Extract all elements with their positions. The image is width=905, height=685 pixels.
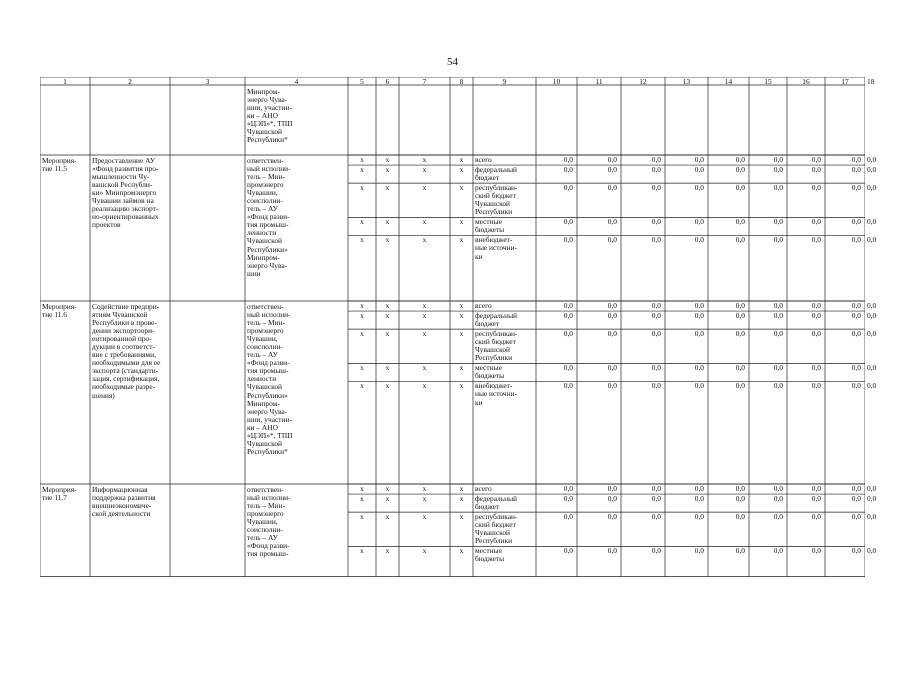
mark-cell: x	[459, 312, 464, 321]
header-cell: 10	[552, 77, 561, 85]
value-cell: 0,0	[563, 382, 573, 391]
value-cell: 0,0	[651, 330, 661, 339]
value-cell: 0,0	[607, 513, 617, 522]
value-cell: 0,0	[563, 302, 573, 310]
source-name: внебюджет- ные источни- ки	[475, 382, 518, 407]
header-cell: 17	[841, 77, 849, 85]
value-cell: 0,0	[867, 364, 877, 373]
value-cell: 0,0	[811, 513, 821, 522]
value-cell: 0,0	[651, 236, 661, 245]
source-name: федеральный бюджет	[475, 166, 517, 183]
value-cell: 0,0	[607, 547, 617, 556]
source-name: республикан- ский бюджет Чувашской Республики	[475, 330, 518, 363]
mark-cell: x	[422, 330, 427, 339]
value-cell: 0,0	[651, 156, 661, 164]
value-cell: 0,0	[735, 156, 745, 164]
value-cell: 0,0	[811, 495, 821, 504]
mark-cell: x	[385, 218, 390, 227]
mark-cell: x	[422, 302, 427, 310]
mark-cell: x	[360, 236, 364, 245]
value-cell: 0,0	[851, 166, 861, 175]
value-cell: 0,0	[651, 382, 661, 391]
mark-cell: x	[360, 156, 364, 164]
value-cell: 0,0	[563, 312, 573, 321]
header-cell: 4	[294, 77, 299, 85]
mark-cell: x	[360, 547, 364, 556]
value-cell: 0,0	[811, 166, 821, 175]
value-cell: 0,0	[607, 218, 617, 227]
mark-cell: x	[360, 364, 364, 373]
value-cell: 0,0	[867, 312, 877, 321]
value-cell: 0,0	[851, 485, 861, 493]
value-cell: 0,0	[867, 156, 877, 164]
value-cell: 0,0	[735, 330, 745, 339]
source-name: всего	[475, 156, 492, 164]
value-cell: 0,0	[773, 382, 783, 391]
mark-cell: x	[385, 547, 390, 556]
mark-cell: x	[459, 495, 464, 504]
mark-cell: x	[422, 166, 427, 175]
mark-cell: x	[422, 156, 427, 164]
value-cell: 0,0	[851, 513, 861, 522]
value-cell: 0,0	[811, 330, 821, 339]
mark-cell: x	[422, 485, 427, 493]
value-cell: 0,0	[735, 302, 745, 310]
value-cell: 0,0	[851, 382, 861, 391]
value-cell: 0,0	[773, 302, 783, 310]
value-cell: 0,0	[694, 364, 704, 373]
value-cell: 0,0	[651, 547, 661, 556]
value-cell: 0,0	[867, 547, 877, 556]
header-cell: 7	[422, 77, 427, 85]
mark-cell: x	[385, 513, 390, 522]
header-cell: 14	[724, 77, 733, 85]
value-cell: 0,0	[694, 184, 704, 193]
value-cell: 0,0	[563, 495, 573, 504]
header-cell: 11	[595, 77, 603, 85]
value-cell: 0,0	[735, 547, 745, 556]
source-name: всего	[475, 302, 492, 310]
mark-cell: x	[360, 495, 364, 504]
header-cell: 13	[682, 77, 691, 85]
mark-cell: x	[422, 184, 427, 193]
mark-cell: x	[422, 236, 427, 245]
value-cell: 0,0	[811, 184, 821, 193]
value-cell: 0,0	[694, 485, 704, 493]
mark-cell: x	[422, 382, 427, 391]
value-cell: 0,0	[563, 184, 573, 193]
value-cell: 0,0	[651, 364, 661, 373]
value-cell: 0,0	[867, 485, 877, 493]
value-cell: 0,0	[851, 236, 861, 245]
mark-cell: x	[422, 218, 427, 227]
budget-table	[40, 77, 877, 577]
mark-cell: x	[360, 218, 364, 227]
mark-cell: x	[360, 513, 364, 522]
value-cell: 0,0	[773, 495, 783, 504]
value-cell: 0,0	[867, 184, 877, 193]
value-cell: 0,0	[735, 312, 745, 321]
value-cell: 0,0	[811, 312, 821, 321]
value-cell: 0,0	[607, 184, 617, 193]
value-cell: 0,0	[607, 330, 617, 339]
value-cell: 0,0	[773, 312, 783, 321]
value-cell: 0,0	[694, 547, 704, 556]
mark-cell: x	[360, 312, 364, 321]
value-cell: 0,0	[773, 156, 783, 164]
header-cell: 6	[385, 77, 390, 85]
event-executor: ответствен- ный исполни- тель – Мин- промэнерго Чувашии, соисполни- тель – АУ «Фонд разви- тия промыш-	[247, 486, 291, 559]
value-cell: 0,0	[735, 218, 745, 227]
value-cell: 0,0	[563, 218, 573, 227]
value-cell: 0,0	[694, 330, 704, 339]
value-cell: 0,0	[694, 495, 704, 504]
value-cell: 0,0	[811, 218, 821, 227]
event-name: Предоставление АУ «Фонд развития про- мышленности Чу- вашской Республи- ки» Минпромэнерго Чувашии займов на реализацию экспорт- но-ориентированных проектов	[92, 157, 159, 230]
mark-cell: x	[385, 156, 390, 164]
value-cell: 0,0	[651, 184, 661, 193]
header-cell: 15	[764, 77, 772, 85]
mark-cell: x	[360, 166, 364, 175]
mark-cell: x	[385, 312, 390, 321]
value-cell: 0,0	[735, 495, 745, 504]
value-cell: 0,0	[651, 218, 661, 227]
mark-cell: x	[422, 312, 427, 321]
mark-cell: x	[385, 485, 390, 493]
value-cell: 0,0	[694, 312, 704, 321]
mark-cell: x	[459, 547, 464, 556]
value-cell: 0,0	[811, 382, 821, 391]
mark-cell: x	[385, 302, 390, 310]
value-cell: 0,0	[694, 156, 704, 164]
header-cell: 9	[502, 77, 507, 85]
value-cell: 0,0	[811, 156, 821, 164]
value-cell: 0,0	[851, 302, 861, 310]
mark-cell: x	[385, 382, 390, 391]
value-cell: 0,0	[773, 513, 783, 522]
mark-cell: x	[459, 364, 464, 373]
header-cell: 18	[867, 77, 875, 85]
mark-cell: x	[385, 184, 390, 193]
value-cell: 0,0	[851, 364, 861, 373]
value-cell: 0,0	[867, 513, 877, 522]
mark-cell: x	[459, 218, 464, 227]
value-cell: 0,0	[811, 236, 821, 245]
value-cell: 0,0	[694, 218, 704, 227]
value-cell: 0,0	[867, 166, 877, 175]
value-cell: 0,0	[651, 312, 661, 321]
mark-cell: x	[360, 330, 364, 339]
value-cell: 0,0	[607, 485, 617, 493]
mark-cell: x	[459, 184, 464, 193]
value-cell: 0,0	[811, 364, 821, 373]
value-cell: 0,0	[851, 547, 861, 556]
value-cell: 0,0	[867, 495, 877, 504]
mark-cell: x	[422, 364, 427, 373]
value-cell: 0,0	[694, 236, 704, 245]
mark-cell: x	[459, 382, 464, 391]
event-id: Мероприя- тие 11.5	[42, 157, 77, 174]
value-cell: 0,0	[735, 382, 745, 391]
value-cell: 0,0	[651, 513, 661, 522]
source-name: внебюджет- ные источни- ки	[475, 236, 518, 261]
value-cell: 0,0	[735, 485, 745, 493]
header-cell: 1	[63, 77, 67, 85]
value-cell: 0,0	[651, 495, 661, 504]
value-cell: 0,0	[563, 513, 573, 522]
value-cell: 0,0	[773, 547, 783, 556]
mark-cell: x	[459, 302, 464, 310]
value-cell: 0,0	[867, 330, 877, 339]
value-cell: 0,0	[563, 330, 573, 339]
value-cell: 0,0	[563, 364, 573, 373]
value-cell: 0,0	[607, 495, 617, 504]
value-cell: 0,0	[811, 302, 821, 310]
source-name: республикан- ский бюджет Чувашской Республики	[475, 184, 518, 217]
mark-cell: x	[459, 236, 464, 245]
value-cell: 0,0	[563, 547, 573, 556]
mark-cell: x	[360, 184, 364, 193]
header-cell: 3	[205, 77, 210, 85]
event-executor: ответствен- ный исполни- тель – Мин- промэнерго Чувашии, соисполни- тель – АУ «Фонд разви- тия промыш- ленности Чувашской Республики» Минпром- энерго Чува- шии	[247, 157, 291, 278]
value-cell: 0,0	[851, 312, 861, 321]
event-id: Мероприя- тие 11.7	[42, 486, 77, 503]
value-cell: 0,0	[563, 485, 573, 493]
value-cell: 0,0	[607, 364, 617, 373]
value-cell: 0,0	[607, 302, 617, 310]
mark-cell: x	[385, 495, 390, 504]
source-name: всего	[475, 485, 492, 493]
event-executor: ответствен- ный исполни- тель – Мин- промэнерго Чувашии, соисполни- тель – АУ «Фонд разви- тия промыш- ленности Чувашской Республики» Минпром- энерго Чува- шии, участни- ки – АНО «ЦЭП»*, ТПП Чувашской Республики*	[247, 303, 293, 456]
value-cell: 0,0	[694, 166, 704, 175]
mark-cell: x	[385, 236, 390, 245]
value-cell: 0,0	[773, 330, 783, 339]
mark-cell: x	[385, 166, 390, 175]
value-cell: 0,0	[735, 364, 745, 373]
source-name: федеральный бюджет	[475, 495, 517, 512]
value-cell: 0,0	[851, 330, 861, 339]
value-cell: 0,0	[811, 485, 821, 493]
value-cell: 0,0	[811, 547, 821, 556]
header-cell: 2	[128, 77, 132, 85]
value-cell: 0,0	[651, 166, 661, 175]
value-cell: 0,0	[607, 236, 617, 245]
mark-cell: x	[360, 382, 364, 391]
value-cell: 0,0	[773, 236, 783, 245]
mark-cell: x	[459, 513, 464, 522]
mark-cell: x	[459, 330, 464, 339]
value-cell: 0,0	[773, 364, 783, 373]
value-cell: 0,0	[867, 236, 877, 245]
value-cell: 0,0	[651, 302, 661, 310]
mark-cell: x	[385, 364, 390, 373]
value-cell: 0,0	[607, 382, 617, 391]
source-name: республикан- ский бюджет Чувашской Республики	[475, 513, 518, 546]
value-cell: 0,0	[735, 513, 745, 522]
header-cell: 5	[360, 77, 364, 85]
value-cell: 0,0	[694, 302, 704, 310]
value-cell: 0,0	[563, 166, 573, 175]
value-cell: 0,0	[867, 382, 877, 391]
mark-cell: x	[459, 485, 464, 493]
value-cell: 0,0	[735, 166, 745, 175]
value-cell: 0,0	[735, 236, 745, 245]
value-cell: 0,0	[867, 218, 877, 227]
value-cell: 0,0	[694, 513, 704, 522]
value-cell: 0,0	[607, 166, 617, 175]
value-cell: 0,0	[773, 184, 783, 193]
mark-cell: x	[459, 166, 464, 175]
mark-cell: x	[360, 302, 364, 310]
page-number: 54	[447, 56, 458, 68]
source-name: местные бюджеты	[475, 364, 505, 381]
value-cell: 0,0	[563, 236, 573, 245]
header-cell: 8	[459, 77, 464, 85]
event-name: Содействие предпри- ятиям Чувашской Республики в прове- дении экспортоори- ентированной про- дукции в соответст- вие с требованиями, необходимыми для ее экспорта (стандарти- зация, сертификация, необходимые разре- шения)	[92, 303, 161, 400]
continuation-executor: Минпром- энерго Чува- шии, участни- ки – АНО «ЦЭП»*, ТПП Чувашской Республики*	[247, 88, 293, 145]
event-name: Информационная поддержка развития внешнеэкономиче- ской деятельности	[92, 486, 156, 519]
mark-cell: x	[422, 513, 427, 522]
mark-cell: x	[422, 495, 427, 504]
value-cell: 0,0	[651, 485, 661, 493]
mark-cell: x	[360, 485, 364, 493]
value-cell: 0,0	[851, 218, 861, 227]
value-cell: 0,0	[851, 156, 861, 164]
mark-cell: x	[422, 547, 427, 556]
value-cell: 0,0	[773, 166, 783, 175]
mark-cell: x	[459, 156, 464, 164]
value-cell: 0,0	[607, 156, 617, 164]
value-cell: 0,0	[563, 156, 573, 164]
value-cell: 0,0	[607, 312, 617, 321]
value-cell: 0,0	[851, 495, 861, 504]
mark-cell: x	[385, 330, 390, 339]
source-name: местные бюджеты	[475, 547, 505, 564]
value-cell: 0,0	[694, 382, 704, 391]
value-cell: 0,0	[867, 302, 877, 310]
source-name: местные бюджеты	[475, 218, 505, 235]
header-cell: 16	[802, 77, 810, 85]
value-cell: 0,0	[735, 184, 745, 193]
value-cell: 0,0	[851, 184, 861, 193]
value-cell: 0,0	[773, 218, 783, 227]
source-name: федеральный бюджет	[475, 312, 517, 329]
event-id: Мероприя- тие 11.6	[42, 303, 77, 320]
header-cell: 12	[639, 77, 647, 85]
value-cell: 0,0	[773, 485, 783, 493]
